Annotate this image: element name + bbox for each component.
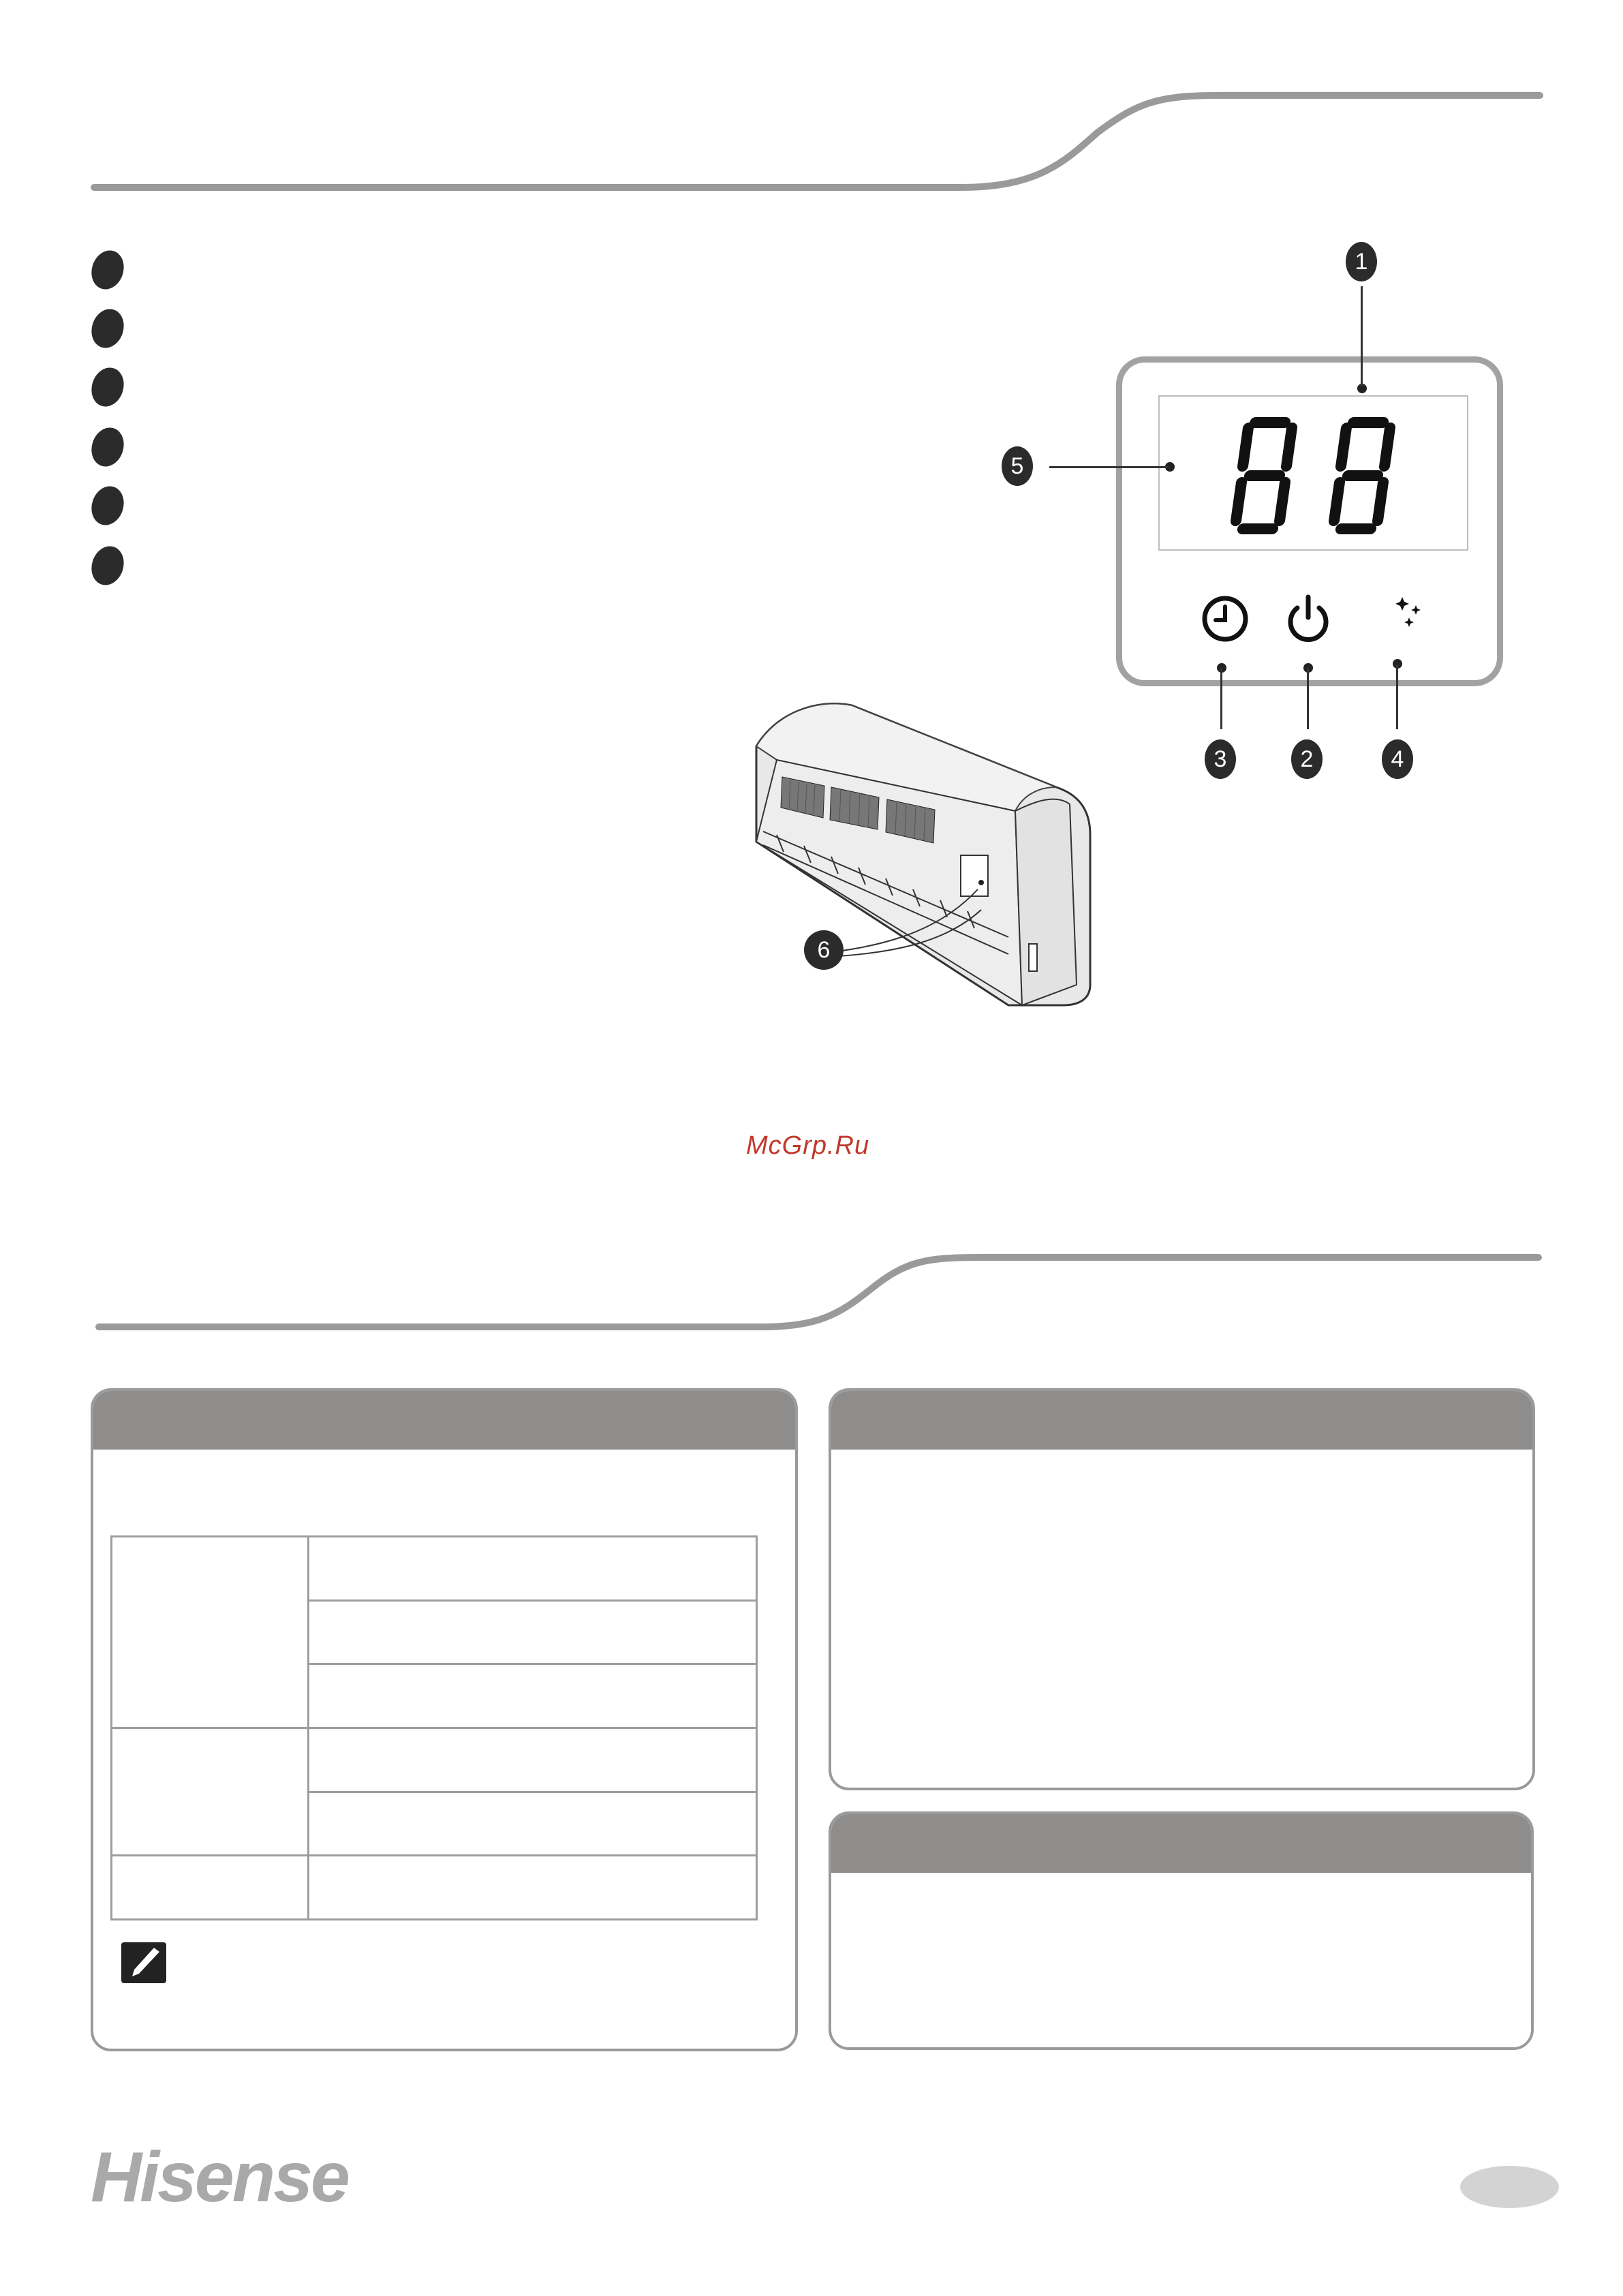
display-window — [1158, 395, 1468, 551]
list-bullet — [87, 542, 129, 589]
table-cell — [112, 1728, 309, 1855]
right-note-panel — [829, 1811, 1534, 2050]
table-cell — [112, 1537, 309, 1728]
panel-header — [831, 1391, 1532, 1450]
panel-header — [831, 1814, 1531, 1873]
callout-1: 1 — [1346, 242, 1377, 281]
list-bullet — [87, 423, 129, 470]
table-cell — [309, 1600, 757, 1664]
right-info-panel — [829, 1388, 1535, 1790]
list-bullet — [87, 482, 129, 529]
callout-3: 3 — [1205, 739, 1236, 779]
spec-table — [110, 1535, 758, 1920]
panel-header — [93, 1391, 795, 1450]
table-cell — [309, 1728, 757, 1792]
list-bullet — [87, 363, 129, 410]
table-cell — [309, 1537, 757, 1601]
list-bullet — [87, 246, 129, 293]
power-icon — [1281, 590, 1335, 645]
table-cell — [309, 1664, 757, 1728]
table-cell — [112, 1856, 309, 1920]
clock-icon — [1198, 592, 1252, 646]
watermark: McGrp.Ru — [746, 1131, 870, 1160]
sleep-moon-icon — [1367, 586, 1428, 647]
svg-text:Hisense: Hisense — [91, 2140, 348, 2215]
bottom-section-rule — [0, 1213, 1623, 1349]
callout-6: 6 — [804, 930, 844, 970]
pencil-note-icon — [121, 1942, 166, 1983]
indoor-unit-illustration — [736, 685, 1104, 1026]
callout-2: 2 — [1291, 739, 1323, 779]
table-cell — [309, 1856, 757, 1920]
page-number-badge — [1460, 2166, 1559, 2208]
callout-5: 5 — [1002, 446, 1033, 486]
callout-4: 4 — [1382, 739, 1413, 779]
top-section-rule — [0, 0, 1623, 218]
table-cell — [309, 1792, 757, 1856]
list-bullet — [87, 305, 129, 352]
hisense-logo — [91, 2140, 431, 2215]
